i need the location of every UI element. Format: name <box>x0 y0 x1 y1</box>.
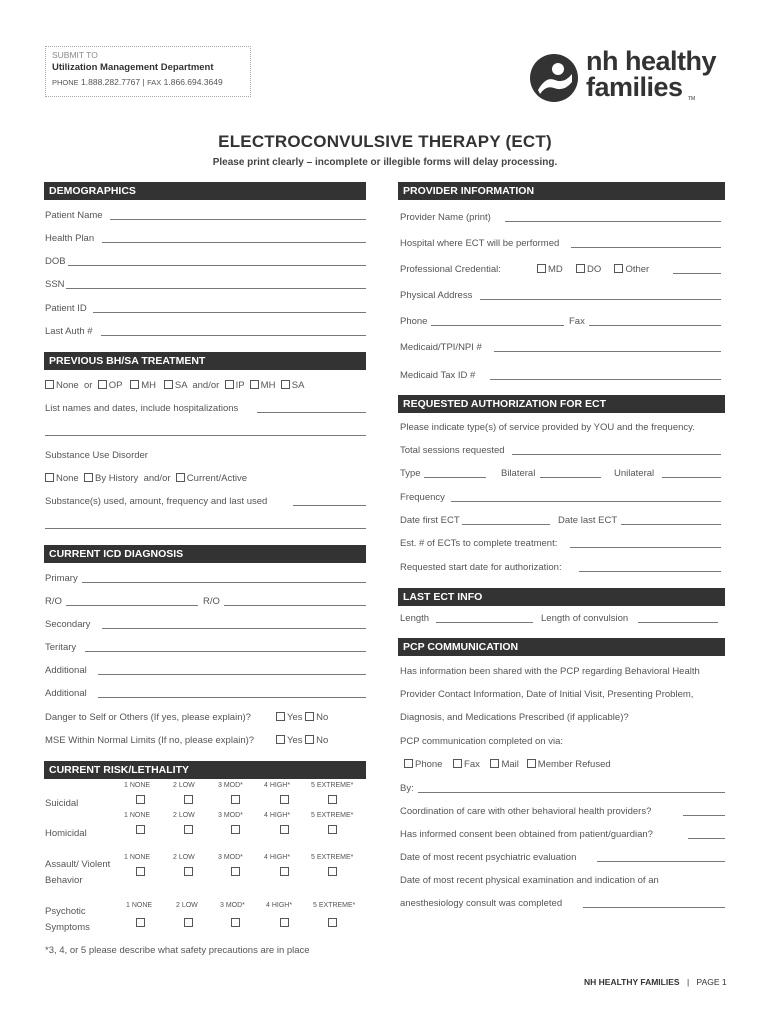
footer <box>584 977 727 987</box>
via-phone-checkbox[interactable] <box>404 759 413 768</box>
previous-treatment-options <box>45 380 304 392</box>
coordination-label: Coordination of care with other behavioral health providers? <box>400 806 652 817</box>
logo-text-line1: nh healthy <box>586 46 717 76</box>
last-auth-label: Last Auth # <box>45 326 93 337</box>
logo <box>528 46 728 106</box>
logo-tm: TM <box>688 96 696 102</box>
sub-none-label: None <box>56 473 79 484</box>
via-phone-label: Phone <box>415 759 443 770</box>
bilateral-label: Bilateral <box>501 468 536 479</box>
risk-scale-mod-3: 3 MOD* <box>218 854 243 861</box>
risk-scale-none-3: 1 NONE <box>124 854 151 861</box>
list-names-field[interactable] <box>257 412 366 413</box>
fax-label: FAX <box>147 78 162 87</box>
mse-no-checkbox[interactable] <box>305 735 314 744</box>
address-label: Physical Address <box>400 290 473 301</box>
section-risk-lethality: CURRENT RISK/LETHALITY <box>44 761 366 779</box>
section-requested-authorization: REQUESTED AUTHORIZATION FOR ECT <box>398 395 725 413</box>
ro1-field[interactable] <box>66 605 198 606</box>
department-name: Utilization Management Department <box>52 62 214 73</box>
psych-eval-label: Date of most recent psychiatric evaluation <box>400 852 577 863</box>
other-checkbox[interactable] <box>614 264 623 273</box>
sa2-checkbox[interactable] <box>281 380 290 389</box>
logo-mark-icon <box>528 52 580 104</box>
risk-scale-mod-2: 3 MOD* <box>218 812 243 819</box>
dob-label: DOB <box>45 256 66 267</box>
coordination-field[interactable] <box>683 815 725 816</box>
physical-line2: anesthesiology consult was completed <box>400 898 563 909</box>
by-history-checkbox[interactable] <box>84 473 93 482</box>
risk-scale-extreme-3: 5 EXTREME* <box>311 854 354 861</box>
phone-label: Phone <box>400 316 428 327</box>
patient-name-field[interactable] <box>110 219 366 220</box>
health-plan-label: Health Plan <box>45 233 95 244</box>
psychotic-2-checkbox[interactable] <box>184 918 193 927</box>
date-last-field[interactable] <box>621 524 721 525</box>
danger-yes-label: Yes <box>287 712 303 723</box>
risk-suicidal-label: Suicidal <box>45 798 79 809</box>
secondary-field[interactable] <box>102 628 366 629</box>
additional2-field[interactable] <box>98 697 366 698</box>
last-auth-field[interactable] <box>101 335 366 336</box>
risk-symptoms-label: Symptoms <box>45 922 90 933</box>
mh2-label: MH <box>260 380 276 391</box>
risk-scale-low-4: 2 LOW <box>176 902 198 909</box>
risk-scale-high-3: 4 HIGH* <box>264 854 291 861</box>
patient-name-label: Patient Name <box>45 210 103 221</box>
provider-name-field[interactable] <box>505 221 721 222</box>
section-icd-diagnosis: CURRENT ICD DIAGNOSIS <box>44 545 366 563</box>
mh2-checkbox[interactable] <box>250 380 259 389</box>
homicidal-3-checkbox[interactable] <box>231 825 240 834</box>
teritary-field[interactable] <box>85 651 366 652</box>
by-label: By: <box>400 783 414 794</box>
risk-note: *3, 4, or 5 please describe what safety precautions are in place <box>45 945 310 956</box>
phone-number: 1.888.282.7767 <box>81 77 141 87</box>
via-mail-label: Mail <box>501 759 519 770</box>
submit-to-label: SUBMIT TO <box>52 50 98 60</box>
ro2-field[interactable] <box>224 605 366 606</box>
length-field[interactable] <box>436 622 533 623</box>
contact-line: PHONE 1.888.282.7767 | FAX 1.866.694.3649 <box>52 77 223 87</box>
op-label: OP <box>108 380 123 391</box>
ssn-label: SSN <box>45 279 65 290</box>
footer-org: NH HEALTHY FAMILIES <box>584 977 680 987</box>
assault-2-checkbox[interactable] <box>184 867 193 876</box>
bilateral-field[interactable] <box>540 477 601 478</box>
md-label: MD <box>548 264 563 275</box>
sa2-label: SA <box>291 380 305 391</box>
substance-disorder-label: Substance Use Disorder <box>45 450 148 461</box>
homicidal-1-checkbox[interactable] <box>136 825 145 834</box>
psychotic-4-checkbox[interactable] <box>280 918 289 927</box>
pcp-line3: Diagnosis, and Medications Prescribed (if applicable)? <box>400 712 629 723</box>
frequency-label: Frequency <box>400 492 445 503</box>
assault-3-checkbox[interactable] <box>231 867 240 876</box>
credential-label: Professional Credential: <box>400 264 501 275</box>
tax-id-field[interactable] <box>490 379 721 380</box>
risk-scale-extreme-1: 5 EXTREME* <box>311 782 354 789</box>
mse-options <box>276 735 328 747</box>
ro1-label: R/O <box>45 596 62 607</box>
psychotic-3-checkbox[interactable] <box>231 918 240 927</box>
suicidal-5-checkbox[interactable] <box>328 795 337 804</box>
additional1-field[interactable] <box>98 674 366 675</box>
teritary-label: Teritary <box>45 642 77 653</box>
health-plan-field[interactable] <box>102 242 366 243</box>
substances-used-label: Substance(s) used, amount, frequency and last used <box>45 496 268 507</box>
phone-field[interactable] <box>431 325 564 326</box>
risk-scale-low-2: 2 LOW <box>173 812 195 819</box>
date-first-field[interactable] <box>462 524 550 525</box>
secondary-label: Secondary <box>45 619 91 630</box>
psych-eval-field[interactable] <box>597 861 725 862</box>
footer-separator: | <box>686 977 690 987</box>
psychotic-5-checkbox[interactable] <box>328 918 337 927</box>
provider-name-label: Provider Name (print) <box>400 212 491 223</box>
unilateral-field[interactable] <box>662 477 721 478</box>
risk-scale-mod-4: 3 MOD* <box>220 902 245 909</box>
address-field[interactable] <box>480 299 721 300</box>
logo-text-line2: families <box>586 72 683 102</box>
hospital-field[interactable] <box>571 247 721 248</box>
do-label: DO <box>586 264 602 275</box>
none-label: None <box>56 380 79 391</box>
danger-yes-checkbox[interactable] <box>276 712 285 721</box>
total-sessions-field[interactable] <box>512 454 721 455</box>
type-label: Type <box>400 468 421 479</box>
form-subtitle: Please print clearly – incomplete or illegible forms will delay processing. <box>212 157 558 168</box>
pcp-via-options <box>404 759 611 771</box>
risk-scale-high-2: 4 HIGH* <box>264 812 291 819</box>
member-refused-checkbox[interactable] <box>527 759 536 768</box>
indicate-label: Please indicate type(s) of service provided by YOU and the frequency. <box>400 422 695 433</box>
mh-label: MH <box>141 380 156 391</box>
danger-no-checkbox[interactable] <box>305 712 314 721</box>
consent-field[interactable] <box>688 838 725 839</box>
fax-field[interactable] <box>589 325 721 326</box>
section-previous-treatment: PREVIOUS BH/SA TREATMENT <box>44 352 366 370</box>
additional1-label: Additional <box>45 665 87 676</box>
by-field[interactable] <box>418 792 725 793</box>
danger-options <box>276 712 328 724</box>
physical-line1: Date of most recent physical examination and indication of an <box>400 875 659 886</box>
type-field[interactable] <box>424 477 486 478</box>
other-label: Other <box>625 264 650 275</box>
ip-label: IP <box>235 380 245 391</box>
medicaid-field[interactable] <box>494 351 721 352</box>
sub-none-checkbox[interactable] <box>45 473 54 482</box>
fax-label: Fax <box>569 316 585 327</box>
ssn-field[interactable] <box>66 288 366 289</box>
credential-options <box>537 264 649 276</box>
medicaid-label: Medicaid/TPI/NPI # <box>400 342 482 353</box>
est-ects-field[interactable] <box>570 547 721 548</box>
form-title: ELECTROCONVULSIVE THERAPY (ECT) <box>218 132 552 151</box>
andor-label: and/or <box>192 380 220 391</box>
phone-label: PHONE <box>52 78 79 87</box>
member-refused-label: Member Refused <box>537 759 611 770</box>
section-pcp-communication: PCP COMMUNICATION <box>398 638 725 656</box>
do-checkbox[interactable] <box>576 264 585 273</box>
risk-scale-none-4: 1 NONE <box>126 902 153 909</box>
pcp-line2: Provider Contact Information, Date of Initial Visit, Presenting Problem, <box>400 689 694 700</box>
primary-field[interactable] <box>82 582 366 583</box>
risk-scale-extreme-2: 5 EXTREME* <box>311 812 354 819</box>
risk-homicidal-label: Homicidal <box>45 828 87 839</box>
none-checkbox[interactable] <box>45 380 54 389</box>
sub-andor-label: and/or <box>143 473 171 484</box>
patient-id-field[interactable] <box>93 312 366 313</box>
risk-assault-label: Assault/ Violent <box>45 859 111 870</box>
mse-yes-label: Yes <box>287 735 303 746</box>
ip-checkbox[interactable] <box>225 380 234 389</box>
risk-scale-low-1: 2 LOW <box>173 782 195 789</box>
suicidal-3-checkbox[interactable] <box>231 795 240 804</box>
start-date-label: Requested start date for authorization: <box>400 562 562 573</box>
danger-no-label: No <box>316 712 329 723</box>
pcp-line1: Has information been shared with the PCP regarding Behavioral Health <box>400 666 700 677</box>
patient-id-label: Patient ID <box>45 303 87 314</box>
section-provider-information: PROVIDER INFORMATION <box>398 182 725 200</box>
via-fax-checkbox[interactable] <box>453 759 462 768</box>
assault-1-checkbox[interactable] <box>136 867 145 876</box>
list-names-label: List names and dates, include hospitalizations <box>45 403 239 414</box>
mse-label: MSE Within Normal Limits (If no, please explain)? <box>45 735 255 746</box>
date-last-label: Date last ECT <box>558 515 618 526</box>
list-names-field-2[interactable] <box>45 435 366 436</box>
homicidal-4-checkbox[interactable] <box>280 825 289 834</box>
md-checkbox[interactable] <box>537 264 546 273</box>
op-checkbox[interactable] <box>98 380 107 389</box>
total-sessions-label: Total sessions requested <box>400 445 505 456</box>
risk-psychotic-label: Psychotic <box>45 906 86 917</box>
risk-scale-high-4: 4 HIGH* <box>266 902 293 909</box>
unilateral-label: Unilateral <box>614 468 655 479</box>
tax-id-label: Medicaid Tax ID # <box>400 370 476 381</box>
mse-yes-checkbox[interactable] <box>276 735 285 744</box>
est-ects-label: Est. # of ECTs to complete treatment: <box>400 538 558 549</box>
mh-checkbox[interactable] <box>130 380 139 389</box>
sa-label: SA <box>174 380 188 391</box>
by-history-label: By History <box>95 473 139 484</box>
risk-scale-low-3: 2 LOW <box>173 854 195 861</box>
current-active-checkbox[interactable] <box>176 473 185 482</box>
ro2-label: R/O <box>203 596 220 607</box>
homicidal-2-checkbox[interactable] <box>184 825 193 834</box>
psychotic-1-checkbox[interactable] <box>136 918 145 927</box>
other-credential-field[interactable] <box>673 273 721 274</box>
convulsion-field[interactable] <box>638 622 718 623</box>
risk-scale-none-2: 1 NONE <box>124 812 151 819</box>
suicidal-4-checkbox[interactable] <box>280 795 289 804</box>
submit-to-box <box>45 46 251 97</box>
homicidal-5-checkbox[interactable] <box>328 825 337 834</box>
section-last-ect-info: LAST ECT INFO <box>398 588 725 606</box>
substance-options <box>45 473 247 485</box>
mse-no-label: No <box>316 735 329 746</box>
physical-field[interactable] <box>583 907 725 908</box>
length-label: Length <box>400 613 430 624</box>
current-active-label: Current/Active <box>186 473 247 484</box>
frequency-field[interactable] <box>451 501 721 502</box>
risk-behavior-label: Behavior <box>45 875 83 886</box>
via-mail-checkbox[interactable] <box>490 759 499 768</box>
assault-5-checkbox[interactable] <box>328 867 337 876</box>
suicidal-1-checkbox[interactable] <box>136 795 145 804</box>
danger-label: Danger to Self or Others (If yes, please explain)? <box>45 712 251 723</box>
convulsion-label: Length of convulsion <box>541 613 629 624</box>
dob-field[interactable] <box>68 265 366 266</box>
substances-used-field-2[interactable] <box>45 528 366 529</box>
suicidal-2-checkbox[interactable] <box>184 795 193 804</box>
risk-scale-mod-1: 3 MOD* <box>218 782 243 789</box>
hospital-label: Hospital where ECT will be performed <box>400 238 560 249</box>
sa-checkbox[interactable] <box>164 380 173 389</box>
assault-4-checkbox[interactable] <box>280 867 289 876</box>
or-label: or <box>84 380 93 391</box>
additional2-label: Additional <box>45 688 87 699</box>
risk-scale-none-1: 1 NONE <box>124 782 151 789</box>
date-first-label: Date first ECT <box>400 515 460 526</box>
section-demographics: DEMOGRAPHICS <box>44 182 366 200</box>
start-date-field[interactable] <box>579 571 721 572</box>
consent-label: Has informed consent been obtained from patient/guardian? <box>400 829 653 840</box>
substances-used-field[interactable] <box>293 505 366 506</box>
risk-scale-high-1: 4 HIGH* <box>264 782 291 789</box>
fax-number: 1.866.694.3649 <box>163 77 223 87</box>
pcp-completed-label: PCP communication completed on via: <box>400 736 563 747</box>
risk-scale-extreme-4: 5 EXTREME* <box>313 902 356 909</box>
via-fax-label: Fax <box>464 759 480 770</box>
footer-page: PAGE 1 <box>696 977 727 987</box>
primary-label: Primary <box>45 573 78 584</box>
